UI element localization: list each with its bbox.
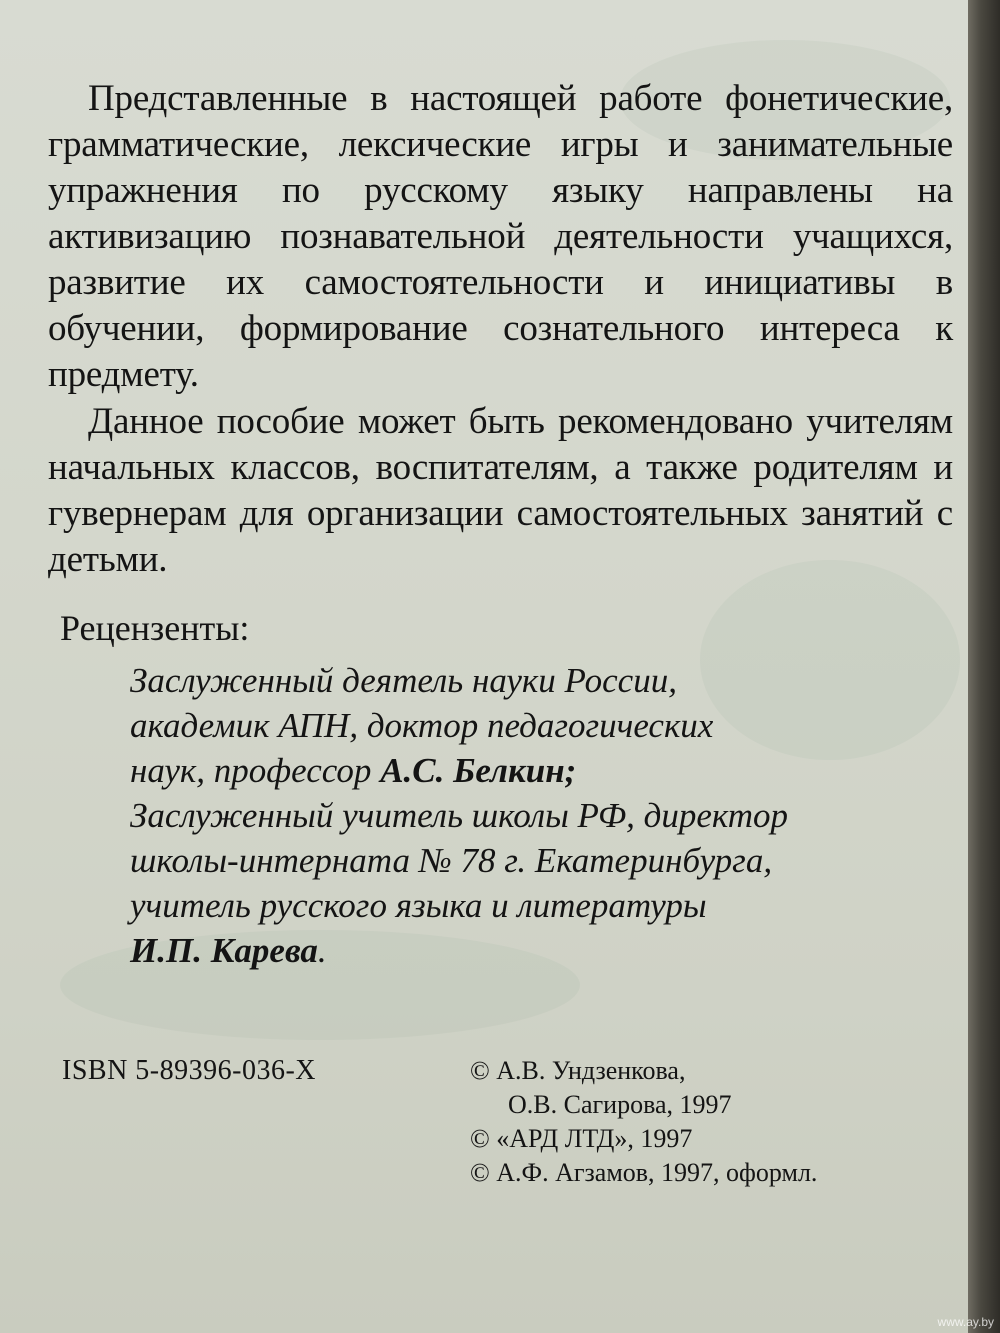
annotation-paragraph-1 <box>48 76 953 398</box>
copyright-line-3: © «АРД ЛТД», 1997 <box>470 1124 693 1153</box>
reviewer-2-line-3: учитель русского языка и литературы <box>130 886 707 925</box>
reviewer-2-line-4 <box>130 928 930 973</box>
reviewer-2-name-suffix: . <box>317 931 327 970</box>
reviewers-list <box>130 658 930 973</box>
site-watermark: www.ay.by <box>937 1315 994 1329</box>
copyright-line-2: О.В. Сагирова, 1997 <box>508 1090 732 1119</box>
copyright-line-4: © А.Ф. Агзамов, 1997, оформл. <box>470 1158 818 1187</box>
isbn: ISBN 5-89396-036-X <box>62 1055 316 1086</box>
copyright-block <box>470 1054 817 1190</box>
reviewer-1-line-1: Заслуженный деятель науки России, <box>130 661 677 700</box>
reviewer-1-line-2: академик АПН, доктор педагогических <box>130 706 714 745</box>
reviewer-1-title: наук, профессор <box>130 751 381 790</box>
annotation-paragraph-2 <box>48 399 953 583</box>
reviewer-1-name: А.С. Белкин; <box>380 751 577 790</box>
reviewer-1-line-3 <box>130 748 930 793</box>
reviewers-heading: Рецензенты: <box>60 608 250 648</box>
reviewer-2-name: И.П. Карева <box>130 931 318 970</box>
page-edge-shadow <box>968 0 1000 1333</box>
annotation-paragraph-1-text: Представленные в настоящей работе фонетические, грамматические, лексические игры и занимательные упражнения по русскому языку направлены на активизацию познавательной деятельности учащихся, развитие их самостоятельности и инициативы в обучении, формирование сознательного интереса к предмету. <box>48 78 953 395</box>
annotation-paragraph-2-text: Данное пособие может быть рекомендовано учителям начальных классов, воспитателям, а также родителям и гувернерам для организации самостоятельных занятий с детьми. <box>48 401 953 580</box>
reviewer-2-line-2: школы-интерната № 78 г. Екатеринбурга, <box>130 841 773 880</box>
reviewer-2-line-1: Заслуженный учитель школы РФ, директор <box>130 796 789 835</box>
copyright-line-1: © А.В. Ундзенкова, <box>470 1056 686 1085</box>
